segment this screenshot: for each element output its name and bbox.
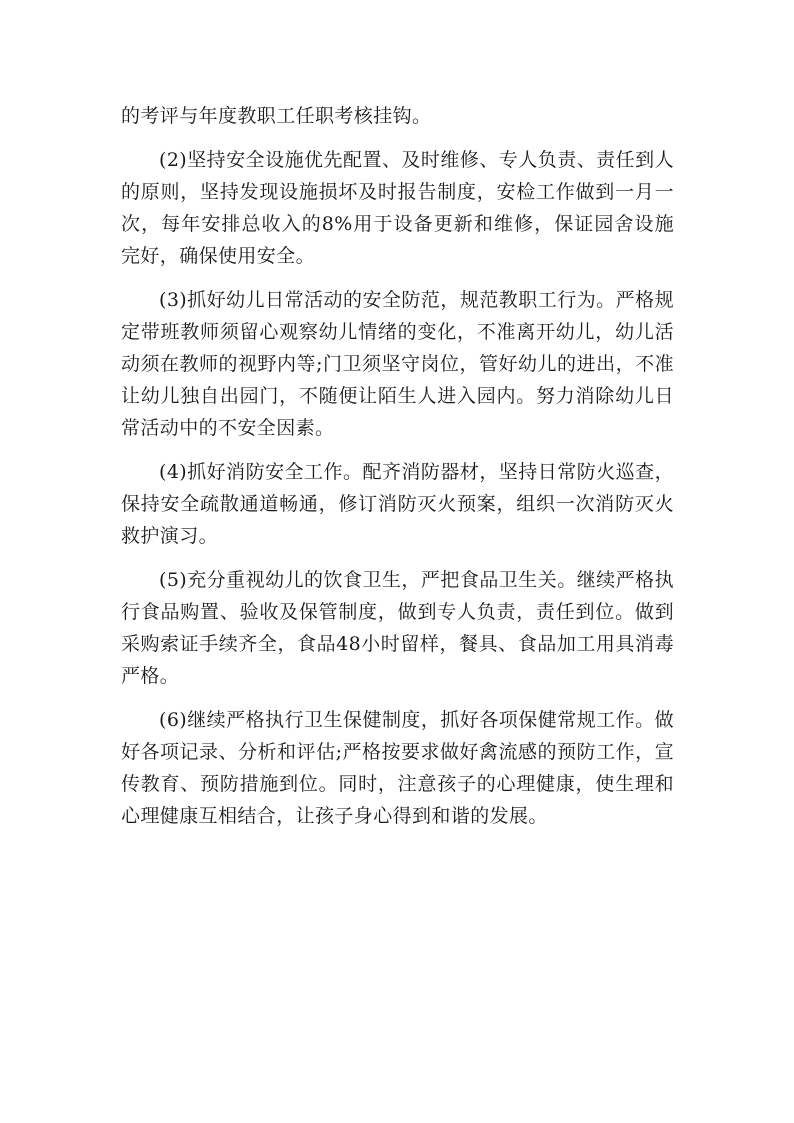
document-body: [121, 100, 674, 844]
paragraph-item-3: (3)抓好幼儿日常活动的安全防范，规范教职工行为。严格规定带班教师须留心观察幼儿情绪的变化，不准离开幼儿，幼儿活动须在教师的视野内等;门卫须坚守岗位，管好幼儿的进出，不准让幼儿独自出园门，不随便让陌生人进入园内。努力消除幼儿日常活动中的不安全因素。: [121, 289, 674, 439]
paragraph-item-6: (6)继续严格执行卫生保健制度，抓好各项保健常规工作。做好各项记录、分析和评估;严格按要求做好禽流感的预防工作，宣传教育、预防措施到位。同时，注意孩子的心理健康，使生理和心理健康互相结合，让孩子身心得到和谐的发展。: [121, 709, 674, 827]
paragraph-item-4: (4)抓好消防安全工作。配齐消防器材，坚持日常防火巡查，保持安全疏散通道畅通，修订消防灭火预案，组织一次消防灭火救护演习。: [121, 461, 674, 547]
paragraph-item-2: (2)坚持安全设施优先配置、及时维修、专人负责、责任到人的原则，坚持发现设施损坏及时报告制度，安检工作做到一月一次，每年安排总收入的8%用于设备更新和维修，保证园舍设施完好，确保使用安全。: [121, 149, 674, 267]
paragraph-item-5: (5)充分重视幼儿的饮食卫生，严把食品卫生关。继续严格执行食品购置、验收及保管制度，做到专人负责，责任到位。做到采购索证手续齐全，食品48小时留样，餐具、食品加工用具消毒严格。: [121, 569, 674, 687]
paragraph-continuation: 的考评与年度教职工任职考核挂钩。: [121, 105, 432, 127]
